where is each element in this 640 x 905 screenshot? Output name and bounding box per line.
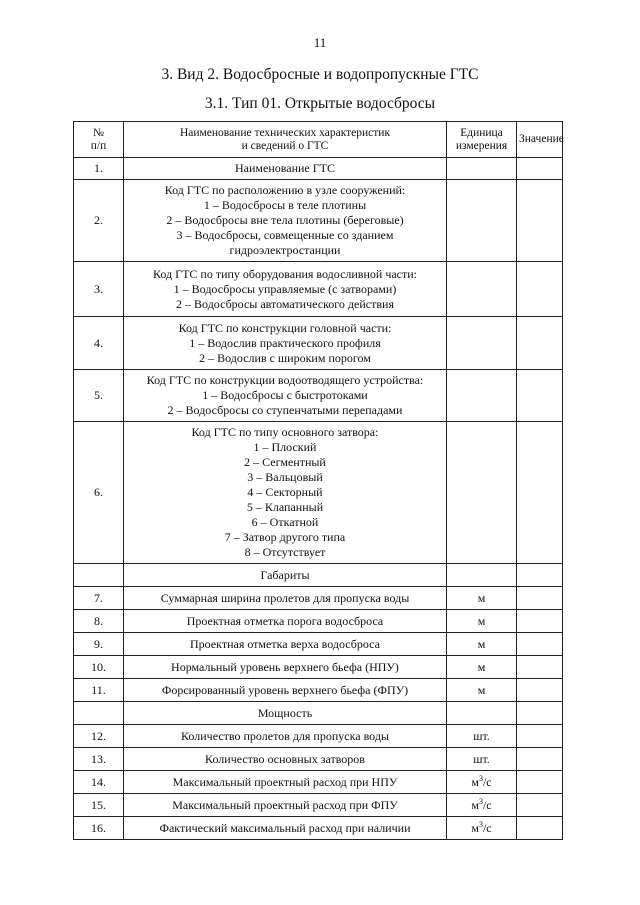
table-row	[74, 656, 563, 679]
row-unit	[447, 702, 517, 725]
row-unit: м	[447, 633, 517, 656]
description-line: 2 – Водосбросы со ступенчатыми перепадами	[167, 403, 403, 417]
row-number: 12.	[74, 725, 124, 748]
row-unit	[447, 564, 517, 587]
row-value	[517, 817, 563, 840]
description-line: Код ГТС по конструкции головной части:	[178, 320, 392, 335]
row-value	[517, 794, 563, 817]
page-number: 11	[313, 35, 327, 50]
header-unit	[447, 122, 517, 158]
row-number: 9.	[74, 633, 124, 656]
description-line: 1 – Водосбросы управляемые (с затворами)	[173, 281, 397, 296]
row-value	[517, 317, 563, 370]
row-description	[124, 180, 447, 262]
row-unit: $м^3/с$	[447, 771, 517, 794]
row-unit	[447, 158, 517, 180]
header-name-line: Наименование технических характеристик	[179, 126, 391, 139]
row-unit: $м^3/с$	[447, 794, 517, 817]
description-line: 2 – Водосбросы автоматического действия	[176, 296, 394, 311]
row-description	[124, 587, 447, 610]
description-line: 2 – Водосбросы вне тела плотины (береговые)	[166, 213, 404, 227]
row-number: 10.	[74, 656, 124, 679]
description-line: Форсированный уровень верхнего бьефа (ФПУ)	[161, 682, 409, 697]
description-line: 5 – Клапанный	[246, 500, 324, 514]
table-row	[74, 748, 563, 771]
table-row	[74, 587, 563, 610]
description-line: гидроэлектростанции	[229, 243, 341, 257]
description-line: Код ГТС по типу основного затвора:	[191, 425, 379, 439]
header-name	[124, 122, 447, 158]
table-row	[74, 633, 563, 656]
row-value	[517, 610, 563, 633]
row-unit	[447, 317, 517, 370]
header-unit-line: измерения	[455, 139, 508, 152]
description-line: Проектная отметка верха водосброса	[190, 636, 380, 651]
row-unit	[447, 180, 517, 262]
row-number: 1.	[74, 158, 124, 180]
row-value	[517, 370, 563, 422]
header-value: Значение	[517, 122, 563, 158]
row-value	[517, 656, 563, 679]
table-row	[74, 180, 563, 262]
row-number	[74, 702, 124, 725]
row-unit: м	[447, 587, 517, 610]
description-line: 3 – Вальцовый	[247, 470, 323, 484]
row-unit: м	[447, 610, 517, 633]
description-line: Код ГТС по конструкции водоотводящего устройства:	[146, 373, 424, 387]
description-line: Максимальный проектный расход при ФПУ	[172, 797, 398, 812]
row-description	[124, 771, 447, 794]
table-header-row	[74, 122, 563, 158]
row-unit: м	[447, 679, 517, 702]
row-description	[124, 817, 447, 840]
table-row	[74, 317, 563, 370]
row-description	[124, 158, 447, 180]
header-number-line: п/п	[90, 139, 107, 152]
row-number: 5.	[74, 370, 124, 422]
row-number: 13.	[74, 748, 124, 771]
description-line: Количество пролетов для пропуска воды	[181, 728, 389, 743]
description-line: 1 – Водослив практического профиля	[189, 335, 381, 350]
description-line: 3 – Водосбросы, совмещенные со зданием	[176, 228, 394, 242]
row-description	[124, 422, 447, 564]
row-number: 3.	[74, 262, 124, 317]
subsection-heading: 3.1. Тип 01. Открытые водосбросы	[204, 95, 436, 112]
description-line: Проектная отметка порога водосброса	[186, 613, 384, 628]
description-line: Код ГТС по типу оборудования водосливной части:	[152, 266, 418, 281]
table-row	[74, 794, 563, 817]
row-number: 8.	[74, 610, 124, 633]
row-value	[517, 679, 563, 702]
row-description	[124, 317, 447, 370]
header-number	[74, 122, 124, 158]
table-row	[74, 817, 563, 840]
row-description	[124, 262, 447, 317]
row-number	[74, 564, 124, 587]
row-value	[517, 771, 563, 794]
row-number: 11.	[74, 679, 124, 702]
table-row	[74, 262, 563, 317]
row-value	[517, 748, 563, 771]
description-line: 2 – Водослив с широким порогом	[199, 350, 371, 365]
row-number: 4.	[74, 317, 124, 370]
description-line: Код ГТС по расположению в узле сооружений:	[164, 183, 406, 197]
table-row	[74, 725, 563, 748]
description-line: Наименование ГТС	[234, 161, 336, 175]
row-unit	[447, 370, 517, 422]
row-value	[517, 422, 563, 564]
description-line: Нормальный уровень верхнего бьефа (НПУ)	[171, 659, 399, 674]
row-unit: $м^3/с$	[447, 817, 517, 840]
description-line: 7 – Затвор другого типа	[224, 530, 346, 544]
row-description	[124, 370, 447, 422]
row-value	[517, 180, 563, 262]
description-line: 1 – Плоский	[253, 440, 317, 454]
row-description	[124, 610, 447, 633]
row-unit	[447, 422, 517, 564]
description-line: Суммарная ширина пролетов для пропуска воды	[160, 590, 410, 605]
table-row	[74, 564, 563, 587]
row-number: 2.	[74, 180, 124, 262]
row-value	[517, 564, 563, 587]
table-row	[74, 771, 563, 794]
row-value	[517, 158, 563, 180]
description-line: 8 – Отсутствует	[244, 545, 326, 559]
row-description	[124, 794, 447, 817]
row-number: 14.	[74, 771, 124, 794]
header-unit-line: Единица	[460, 126, 503, 139]
table-row	[74, 158, 563, 180]
header-name-line: и сведений о ГТС	[241, 139, 329, 152]
description-line: Фактический максимальный расход при наличии	[159, 820, 411, 835]
row-description	[124, 633, 447, 656]
row-description	[124, 725, 447, 748]
section-heading: 3. Вид 2. Водосбросные и водопропускные ГТС	[161, 66, 479, 83]
row-number: 7.	[74, 587, 124, 610]
description-line: Габариты	[260, 567, 310, 582]
description-line: 6 – Откатной	[251, 515, 319, 529]
row-unit: шт.	[447, 725, 517, 748]
row-value	[517, 725, 563, 748]
table-row	[74, 370, 563, 422]
table-row	[74, 610, 563, 633]
row-description	[124, 679, 447, 702]
row-description	[124, 656, 447, 679]
row-description	[124, 748, 447, 771]
row-value	[517, 702, 563, 725]
row-unit: м	[447, 656, 517, 679]
description-line: 2 – Сегментный	[244, 455, 326, 469]
row-value	[517, 587, 563, 610]
row-unit: шт.	[447, 748, 517, 771]
row-value	[517, 262, 563, 317]
row-number: 16.	[74, 817, 124, 840]
description-line: 4 – Секторный	[247, 485, 323, 499]
row-description	[124, 702, 447, 725]
description-line: Количество основных затворов	[205, 751, 365, 766]
table-row	[74, 679, 563, 702]
header-number-line: №	[93, 126, 104, 139]
description-line: 1 – Водосбросы с быстротоками	[202, 388, 368, 402]
row-value	[517, 633, 563, 656]
row-number: 6.	[74, 422, 124, 564]
description-line: Максимальный проектный расход при НПУ	[172, 774, 398, 789]
row-number: 15.	[74, 794, 124, 817]
row-description	[124, 564, 447, 587]
description-line: Мощность	[257, 705, 313, 720]
description-line: 1 – Водосбросы в теле плотины	[203, 198, 367, 212]
table-row	[74, 422, 563, 564]
specification-table	[73, 121, 563, 840]
table-row	[74, 702, 563, 725]
row-unit	[447, 262, 517, 317]
